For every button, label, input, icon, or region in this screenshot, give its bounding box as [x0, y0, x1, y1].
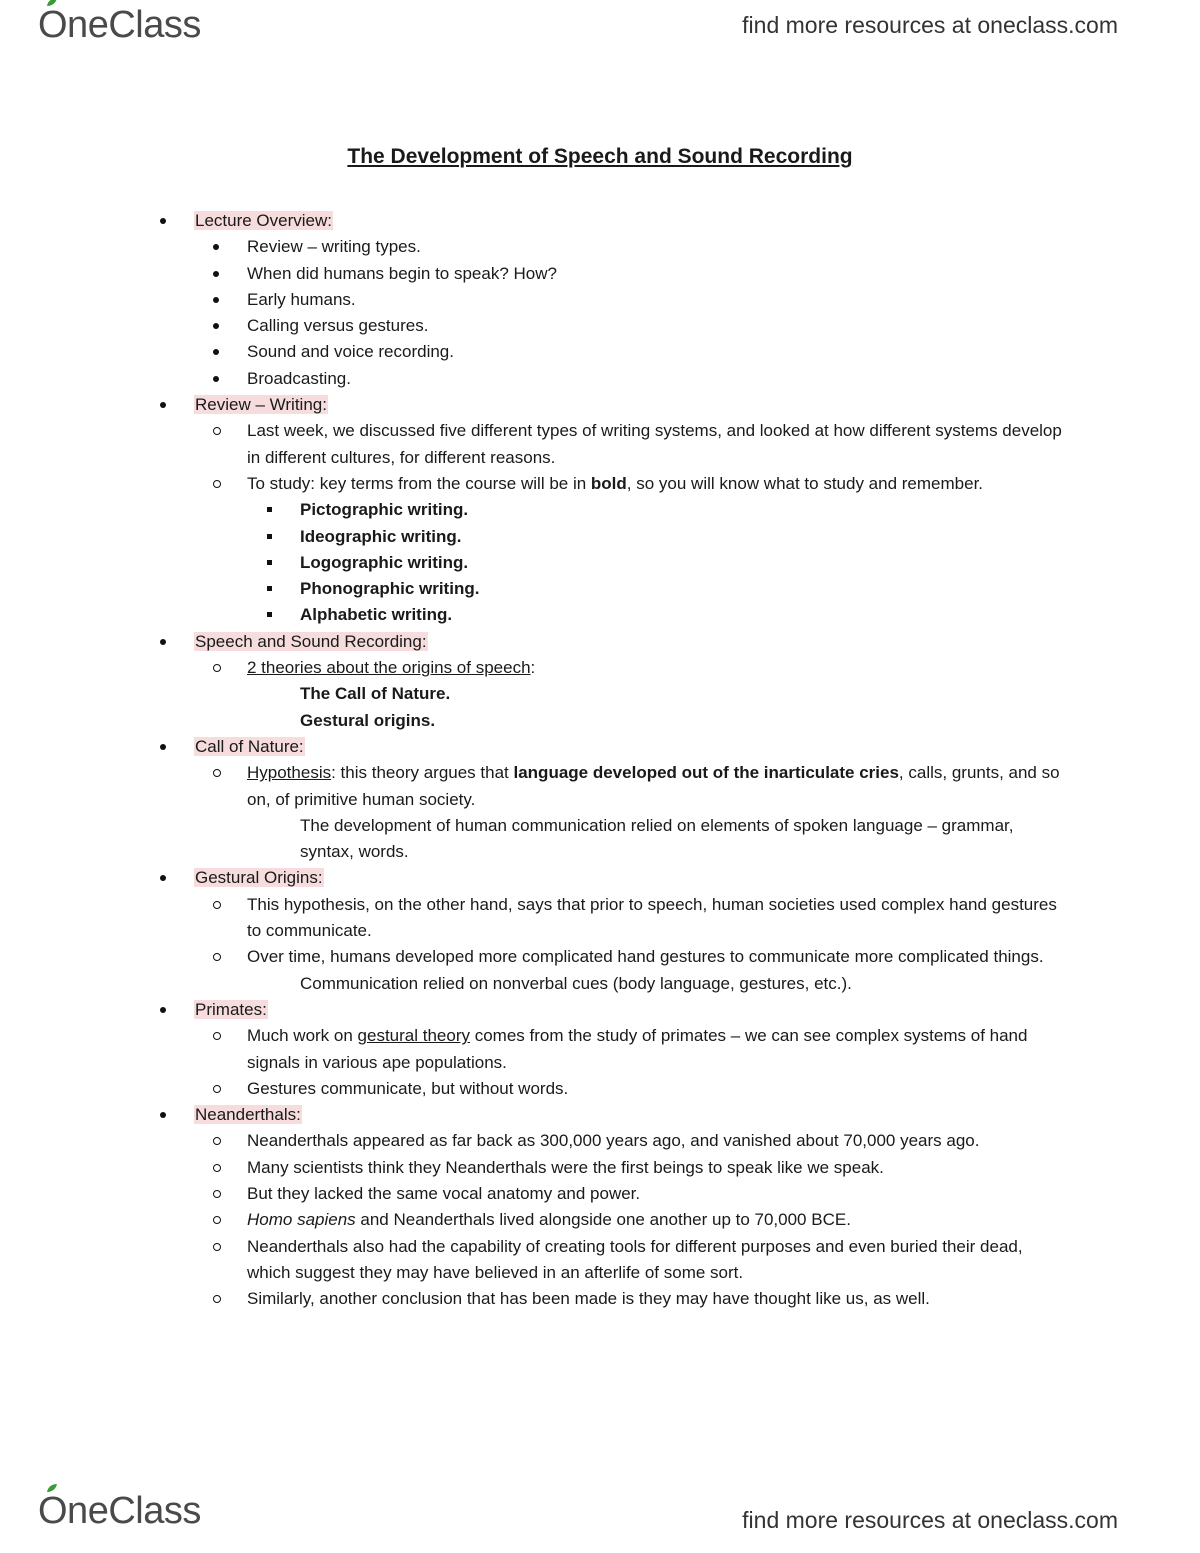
section-heading-overview: Lecture Overview:	[0, 208, 1200, 234]
list-item: Much work on gestural theory comes from the study of primates – we can see complex systems of hand signals in various ape populations.	[0, 1023, 1062, 1076]
list-item: Alphabetic writing.	[0, 602, 1062, 628]
notes-body	[0, 208, 1200, 1312]
oneclass-logo-footer	[38, 1492, 201, 1530]
square-bullet-icon	[267, 560, 272, 565]
list-item: Broadcasting.	[0, 366, 1062, 392]
list-item: Many scientists think they Neanderthals were the first beings to speak like we speak.	[0, 1155, 1062, 1181]
list-item: Homo sapiens and Neanderthals lived alongside one another up to 70,000 BCE.	[0, 1207, 1062, 1233]
bullet-icon	[160, 402, 166, 408]
list-item: Sound and voice recording.	[0, 339, 1062, 365]
list-item: The development of human communication relied on elements of spoken language – grammar, syntax, words.	[300, 815, 1014, 862]
bullet-icon	[213, 271, 219, 277]
section-heading-speech: Speech and Sound Recording:	[0, 629, 1200, 655]
circle-bullet-icon	[213, 480, 221, 488]
list-item: Ideographic writing.	[0, 524, 1062, 550]
list-item: Review – writing types.	[0, 234, 1062, 260]
list-item: 2 theories about the origins of speech:	[0, 655, 1062, 681]
list-item: The Call of Nature.	[300, 684, 451, 704]
square-bullet-icon	[267, 507, 272, 512]
circle-bullet-icon	[213, 1032, 221, 1040]
circle-bullet-icon	[213, 1216, 221, 1224]
circle-bullet-icon	[213, 1243, 221, 1251]
circle-bullet-icon	[213, 953, 221, 961]
section-heading-gestural: Gestural Origins:	[0, 865, 1200, 891]
brand-name: OneClass	[38, 1490, 201, 1532]
circle-bullet-icon	[213, 769, 221, 777]
list-item: Communication relied on nonverbal cues (body language, gestures, etc.).	[300, 973, 852, 993]
circle-bullet-icon	[213, 1295, 221, 1303]
list-item: Hypothesis: this theory argues that language developed out of the inarticulate cries, calls, grunts, and so on, of primitive human society.	[0, 760, 1062, 813]
section-heading-neanderthals: Neanderthals:	[0, 1102, 1200, 1128]
bullet-icon	[160, 1112, 166, 1118]
circle-bullet-icon	[213, 1190, 221, 1198]
list-item: Calling versus gestures.	[0, 313, 1062, 339]
list-item: To study: key terms from the course will be in bold, so you will know what to study and remember.	[0, 471, 1062, 497]
list-item: But they lacked the same vocal anatomy and power.	[0, 1181, 1062, 1207]
list-item: Gestures communicate, but without words.	[0, 1076, 1062, 1102]
circle-bullet-icon	[213, 427, 221, 435]
bullet-icon	[160, 1007, 166, 1013]
square-bullet-icon	[267, 612, 272, 617]
list-item: Gestural origins.	[300, 710, 436, 730]
section-heading-review: Review – Writing:	[0, 392, 1200, 418]
bullet-icon	[213, 349, 219, 355]
bullet-icon	[213, 244, 219, 250]
list-item: Similarly, another conclusion that has been made is they may have thought like us, as well.	[0, 1286, 1062, 1312]
section-heading-primates: Primates:	[0, 997, 1200, 1023]
circle-bullet-icon	[213, 1164, 221, 1172]
brand-name: OneClass	[38, 4, 201, 46]
bullet-icon	[213, 297, 219, 303]
bullet-icon	[160, 639, 166, 645]
leaf-icon	[46, 0, 58, 7]
header-tagline[interactable]: find more resources at oneclass.com	[742, 12, 1118, 38]
oneclass-logo	[38, 6, 201, 44]
circle-bullet-icon	[213, 1085, 221, 1093]
leaf-icon	[46, 1483, 58, 1493]
list-item: Last week, we discussed five different types of writing systems, and looked at how different systems develop in different cultures, for different reasons.	[0, 418, 1062, 471]
circle-bullet-icon	[213, 664, 221, 672]
list-item: Phonographic writing.	[0, 576, 1062, 602]
list-item: This hypothesis, on the other hand, says that prior to speech, human societies used complex hand gestures to communicate.	[0, 892, 1062, 945]
page-title: The Development of Speech and Sound Recording	[347, 145, 853, 168]
square-bullet-icon	[267, 534, 272, 539]
list-item: Early humans.	[0, 287, 1062, 313]
list-item: Neanderthals also had the capability of creating tools for different purposes and even buried their dead, which suggest they may have believed in an afterlife of some sort.	[0, 1234, 1062, 1287]
bullet-icon	[213, 323, 219, 329]
footer-tagline[interactable]: find more resources at oneclass.com	[742, 1507, 1118, 1533]
list-item: Neanderthals appeared as far back as 300,000 years ago, and vanished about 70,000 years ago.	[0, 1128, 1062, 1154]
bullet-icon	[160, 218, 166, 224]
bullet-icon	[160, 875, 166, 881]
circle-bullet-icon	[213, 1137, 221, 1145]
circle-bullet-icon	[213, 901, 221, 909]
list-item: Logographic writing.	[0, 550, 1062, 576]
bullet-icon	[213, 376, 219, 382]
section-heading-call: Call of Nature:	[0, 734, 1200, 760]
bullet-icon	[160, 744, 166, 750]
list-item: Pictographic writing.	[0, 497, 1062, 523]
list-item: When did humans begin to speak? How?	[0, 261, 1062, 287]
square-bullet-icon	[267, 586, 272, 591]
list-item: Over time, humans developed more complicated hand gestures to communicate more complicated things.	[0, 944, 1062, 970]
